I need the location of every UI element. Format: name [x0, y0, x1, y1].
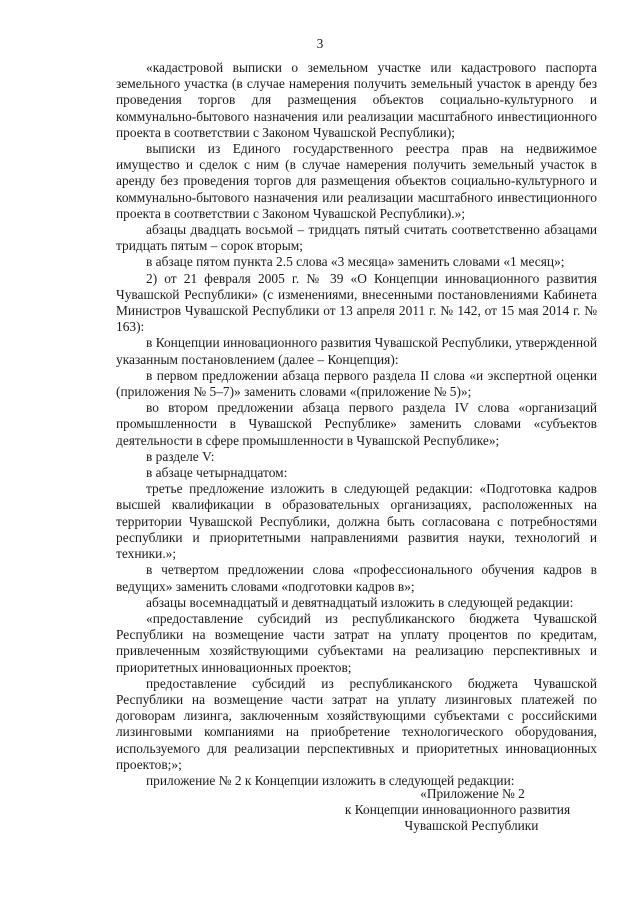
paragraph-10: в абзаце четырнадцатом: — [146, 465, 288, 481]
document-body — [116, 60, 597, 789]
paragraph-4: в абзаце пятом пункта 2.5 слова «3 месяца» заменить словами «1 месяц»; — [146, 254, 565, 270]
paragraph-15: предоставление субсидий из республиканского бюджета Чувашской Республики на возмещение части затрат на уплату лизинговых платежей по договорам лизинга, заключенным хозяйствующими субъектами с российскими лизинговыми компаниями на приобретение технологического оборудования, используемого для реализации перспективных и приоритетных инновационных проектов;»; — [116, 675, 597, 772]
paragraph-14: «предоставление субсидий из республиканского бюджета Чувашской Республики на возмещение части затрат на уплату процентов по кредитам, привлеченным хозяйствующими субъектами на реализацию перспективных и приоритетных инновационных проектов; — [116, 610, 597, 675]
paragraph-2: выписки из Единого государственного реестра прав на недвижимое имущество и сделок с ним (в случае намерения получить земельный участок в аренду без проведения торгов для размещения объектов социально-культурного и коммунально-бытового назначения или реализации масштабного инвестиционного проекта в соответствии с Законом Чувашской Республики).»; — [116, 141, 597, 221]
appendix-heading — [330, 786, 585, 835]
paragraph-9: в разделе V: — [146, 448, 215, 464]
appendix-title: «Приложение № 2 — [420, 786, 525, 801]
paragraph-11: третье предложение изложить в следующей редакции: «Подготовка кадров высшей квалификации в образовательных организациях, расположенных на территории Чувашской Республики, должна быть согласована с потребностями республики и приоритетными направлениями развития науки, технологий и техники.»; — [116, 481, 597, 562]
paragraph-7: в первом предложении абзаца первого раздела II слова «и экспертной оценки (приложения № 5–7)» заменить словами «(приложение № 5)»; — [116, 367, 597, 400]
appendix-republic: Чувашской Республики — [404, 818, 539, 834]
paragraph-12: в четвертом предложении слова «профессионального обучения кадров в ведущих» заменить словами «подготовки кадров в»; — [116, 562, 597, 594]
paragraph-13: абзацы восемнадцатый и девятнадцатый изложить в следующей редакции: — [146, 594, 574, 610]
paragraph-5: 2) от 21 февраля 2005 г. № 39 «О Концепции инновационного развития Чувашской Республики» (с изменениями, внесенными постановлениями Кабинета Министров Чувашской Республики от 13 апреля 2011 г. № 142, от 15 мая 2014 г. № 163): — [116, 270, 597, 335]
paragraph-8: во втором предложении абзаца первого раздела IV слова «организаций промышленности в Чувашской Республике» заменить словами «субъектов деятельности в сфере промышленности в Чувашской Республике»; — [116, 400, 597, 448]
paragraph-3: абзацы двадцать восьмой – тридцать пятый считать соответственно абзацами тридцать пятым – сорок вторым; — [116, 222, 597, 254]
page-number: 3 — [316, 36, 324, 51]
paragraph-6: в Концепции инновационного развития Чувашской Республики, утвержденной указанным постановлением (далее – Концепция): — [116, 335, 597, 367]
paragraph-16: приложение № 2 к Концепции изложить в следующей редакции: — [146, 772, 515, 788]
paragraph-1: «кадастровой выписки о земельном участке или кадастрового паспорта земельного участка (в случае намерения получить земельный участок в аренду без проведения торгов для размещения объектов социально-культурного и коммунально-бытового назначения или реализации масштабного инвестиционного проекта в соответствии с Законом Чувашской Республики); — [116, 60, 597, 140]
appendix-subtitle: к Концепции инновационного развития — [344, 802, 571, 818]
